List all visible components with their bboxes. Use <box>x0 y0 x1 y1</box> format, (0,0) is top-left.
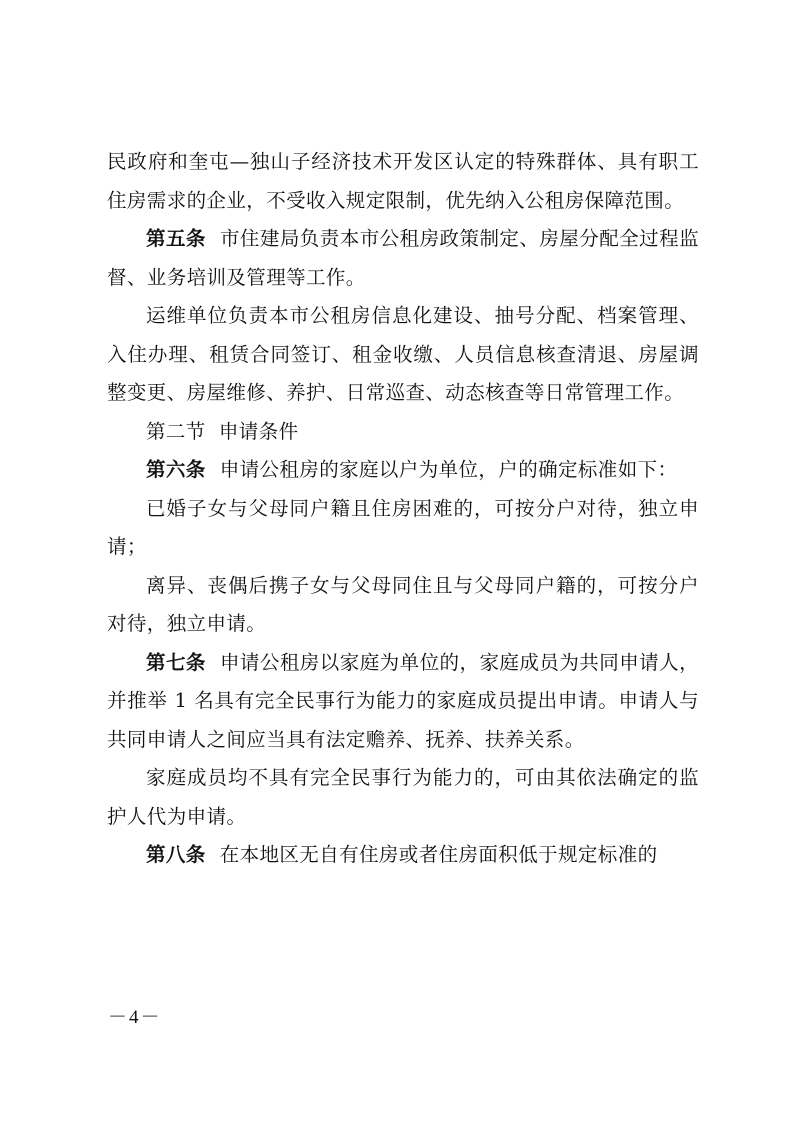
article-8 <box>107 836 699 875</box>
paragraph-text: 家庭成员均不具有完全民事行为能力的，可由其依法确定的监护人代为申请。 <box>107 766 699 828</box>
article-6 <box>107 451 699 490</box>
paragraph-guardian <box>107 759 699 836</box>
paragraph-text: 民政府和奎屯—独山子经济技术开发区认定的特殊群体、具有职工住房需求的企业，不受收入规定限制，优先纳入公租房保障范围。 <box>107 150 699 212</box>
article-heading: 第八条 <box>146 843 206 866</box>
document-body <box>107 143 699 875</box>
article-heading: 第五条 <box>146 227 206 250</box>
paragraph-text: 在本地区无自有住房或者住房面积低于规定标准的 <box>219 843 658 866</box>
paragraph-continuation <box>107 143 699 220</box>
paragraph-text: 离异、丧偶后携子女与父母同住且与父母同户籍的，可按分户对待，独立申请。 <box>107 573 699 635</box>
paragraph-text: 市住建局负责本市公租房政策制定、房屋分配全过程监督、业务培训及管理等工作。 <box>107 227 699 289</box>
article-heading: 第六条 <box>146 458 206 481</box>
article-5 <box>107 220 699 297</box>
article-heading: 第七条 <box>146 650 206 674</box>
paragraph-text: 申请公租房的家庭以户为单位，户的确定标准如下： <box>219 458 678 481</box>
paragraph-married-children <box>107 490 699 567</box>
paragraph-text: 申请公租房以家庭为单位的，家庭成员为共同申请人，并推举 1 名具有完全民事行为能力的家庭成员提出申请。申请人与共同申请人之间应当具有法定赡养、抚养、扶养关系。 <box>107 650 699 751</box>
section-heading <box>107 413 699 452</box>
paragraph-divorced <box>107 567 699 644</box>
paragraph-operations <box>107 297 699 413</box>
article-7 <box>107 644 699 760</box>
paragraph-text: 运维单位负责本市公租房信息化建设、抽号分配、档案管理、入住办理、租赁合同签订、租金收缴、人员信息核查清退、房屋调整变更、房屋维修、养护、日常巡查、动态核查等日常管理工作。 <box>107 304 699 404</box>
paragraph-text: 已婚子女与父母同户籍且住房困难的，可按分户对待，独立申请； <box>107 496 699 558</box>
section-title: 第二节 申请条件 <box>146 419 299 443</box>
page-number: －4－ <box>108 1007 162 1028</box>
